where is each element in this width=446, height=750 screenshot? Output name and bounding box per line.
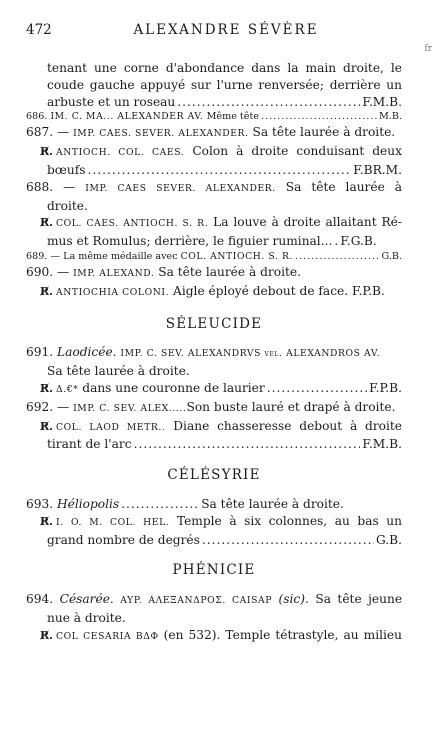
page-header	[26, 22, 426, 42]
entry-687-rev-text2: bœufs	[47, 162, 86, 177]
entry-688-rev-legend: COL. CAES. ANTIOCH. S. R.	[55, 218, 209, 230]
entry-690-reverse	[26, 283, 402, 302]
entry-692	[26, 399, 402, 418]
entry-688-reverse-line2	[26, 233, 402, 250]
reverse-mark: R̸.	[40, 216, 53, 230]
entry-694-city: Césarée.	[59, 592, 114, 607]
entry-687	[26, 124, 402, 143]
entry-688-reverse	[26, 214, 402, 233]
reverse-mark: R̸.	[40, 514, 53, 528]
entry-687-rev-text: Colon à droite conduisant deux	[192, 144, 402, 159]
entry-690-number: 690.	[26, 264, 54, 279]
entry-693-rev-legend: I. O. M. COL. HEL.	[55, 516, 170, 528]
entry-694-text: Sa tête jeune	[315, 592, 402, 607]
entry-692-text: Son buste lauré et drapé à droite.	[186, 399, 396, 414]
entry-694-line2: nue à droite.	[47, 610, 126, 625]
entry-692-ref: F.M.B.	[362, 437, 402, 452]
entry-689-legend: COL. ANTIOCH. S. R.	[180, 250, 294, 262]
entry-690-ref: F.P.B.	[351, 283, 385, 298]
entry-691-reverse	[26, 380, 402, 399]
entry-686	[26, 110, 402, 124]
entry-693	[26, 496, 402, 513]
entry-687-reverse-line2	[26, 162, 402, 179]
entry-693-number: 693.	[26, 496, 54, 511]
leader-dots	[261, 110, 377, 124]
entry-691-rev-text: dans une couronne de laurier	[82, 380, 265, 395]
entry-692-reverse-line2	[26, 436, 402, 453]
entry-685-line2: coude gauche appuyé sur l'urne renversée; derrière un	[47, 77, 402, 92]
page-number: 472	[26, 22, 52, 38]
leader-dots	[202, 532, 374, 549]
leader-dots	[334, 233, 338, 250]
entry-691-legend: IMP. C. SEV. ALEXANDRVS vel. ALEXANDROS AV.	[120, 348, 380, 360]
entry-687-text: Sa tête laurée à droite.	[252, 125, 396, 140]
entry-692-rev-text2: tirant de l'arc	[47, 437, 132, 452]
entry-688-ref: F.G.B.	[340, 234, 377, 249]
entry-686-number: 686.	[26, 111, 48, 123]
reverse-mark: R̸.	[40, 419, 53, 433]
section-title-phenicie: PHÉNICIE	[172, 562, 256, 579]
entry-692-rev-legend: COL. LAOD METR..	[55, 421, 166, 433]
entry-691	[26, 344, 402, 363]
entry-689-text: — La même médaille avec	[50, 250, 178, 262]
entry-688	[26, 179, 402, 198]
entry-694-legend: AYP. ΑΛΕΞΑΝΔΡΟΣ. CAISAP	[120, 595, 272, 607]
entry-690-text: Sa tête laurée à droite.	[158, 264, 301, 279]
entry-692-reverse	[26, 418, 402, 437]
entry-692-legend: IMP. C. SEV. ALEX.....	[73, 402, 187, 414]
entry-691-ref: F.P.B.	[369, 380, 402, 395]
entry-690	[26, 264, 402, 283]
entry-694	[26, 591, 402, 610]
entry-688-rev-text: La louve à droite allaitant Ré-	[213, 215, 402, 230]
entry-691-number: 691.	[26, 345, 54, 360]
entry-694-number: 694.	[26, 592, 54, 607]
leader-dots	[295, 250, 379, 264]
entry-692-dash: —	[57, 399, 70, 414]
entry-686-ref: M.B.	[379, 111, 402, 123]
entry-688-legend: IMP. CAES SEVER. ALEXANDER.	[85, 182, 276, 194]
entry-687-reverse	[26, 143, 402, 162]
entry-693-ref: G.B.	[375, 532, 402, 547]
entry-694-rev-text: (en 532). Temple tétrastyle, au milieu	[163, 627, 402, 642]
entry-685-line1: tenant une corne d'abondance dans la main droite, le	[47, 61, 402, 75]
leader-dots	[177, 94, 360, 111]
entry-685-line3	[26, 94, 402, 111]
entry-688-text: Sa tête laurée à	[285, 179, 402, 194]
section-title-celesyrie: CÉLÉSYRIE	[167, 467, 261, 484]
entry-693-reverse-line2	[26, 532, 402, 549]
entry-688-rev-text2: mus et Romulus; derrière, le figuier ruminal...	[47, 234, 333, 249]
entry-694-reverse	[26, 627, 402, 646]
reverse-mark: R̸.	[40, 145, 53, 159]
running-title: ALEXANDRE SÉVÈRE	[133, 22, 319, 38]
entry-692-number: 692.	[26, 399, 54, 414]
entry-687-rev-legend: ANTIOCH. COL. CAES.	[55, 147, 185, 159]
entry-694-sic: (sic).	[278, 592, 309, 607]
entry-691-city: Laodicée.	[57, 345, 117, 360]
leader-dots	[121, 496, 199, 513]
entry-690-dash: —	[57, 264, 70, 279]
entry-694-rev-legend: COL CESARIA BΔΦ	[55, 630, 159, 642]
entry-686-legend: IM. C. MA... ALEXANDER AV.	[50, 111, 204, 123]
entry-686-text: Même tête	[206, 111, 260, 123]
entry-693-reverse	[26, 513, 402, 532]
leader-dots	[87, 162, 351, 179]
entry-687-number: 687.	[26, 125, 54, 140]
entry-685-ref: F.M.B.	[362, 94, 402, 109]
entry-687-dash: —	[57, 125, 70, 140]
entry-688-number: 688.	[26, 179, 54, 194]
catalogue-body	[26, 60, 402, 646]
entry-692-rev-text: Diane chasseresse debout à droite	[173, 418, 402, 433]
entry-687-ref: F.BR.M.	[353, 162, 402, 177]
entry-693-text: Sa tête laurée à droite.	[201, 496, 344, 511]
entry-693-city: Héliopolis	[57, 496, 120, 511]
reverse-mark: R̸.	[40, 628, 53, 642]
entry-693-rev-text2: grand nombre de degrés	[47, 532, 200, 547]
leader-dots	[134, 436, 361, 453]
entry-689-ref: G.B.	[381, 250, 402, 262]
entry-691-rev-legend: Δ.€*	[55, 383, 79, 395]
entry-689-number: 689.	[26, 250, 48, 262]
entry-685-text: arbuste et un roseau	[47, 94, 176, 109]
leader-dots	[267, 380, 367, 397]
entry-690-rev-text: Aigle éployé debout de face.	[173, 283, 349, 298]
entry-693-rev-text: Temple à six colonnes, au bas un	[176, 513, 402, 528]
entry-687-legend: IMP. CAES. SEVER. ALEXANDER.	[73, 128, 249, 140]
entry-688-line2: droite.	[47, 198, 88, 213]
reverse-mark: R̸.	[40, 381, 53, 395]
section-title-seleucide: SÉLEUCIDE	[165, 315, 263, 332]
entry-690-rev-legend: ANTIOCHIA COLONI.	[55, 286, 170, 298]
reverse-mark: R̸.	[40, 284, 53, 298]
entry-688-dash: —	[63, 179, 76, 194]
entry-691-line2: Sa tête laurée à droite.	[47, 364, 190, 379]
entry-690-legend: IMP. ALEXAND.	[73, 267, 155, 279]
corner-mark: fr	[424, 44, 432, 54]
entry-689	[26, 250, 402, 264]
